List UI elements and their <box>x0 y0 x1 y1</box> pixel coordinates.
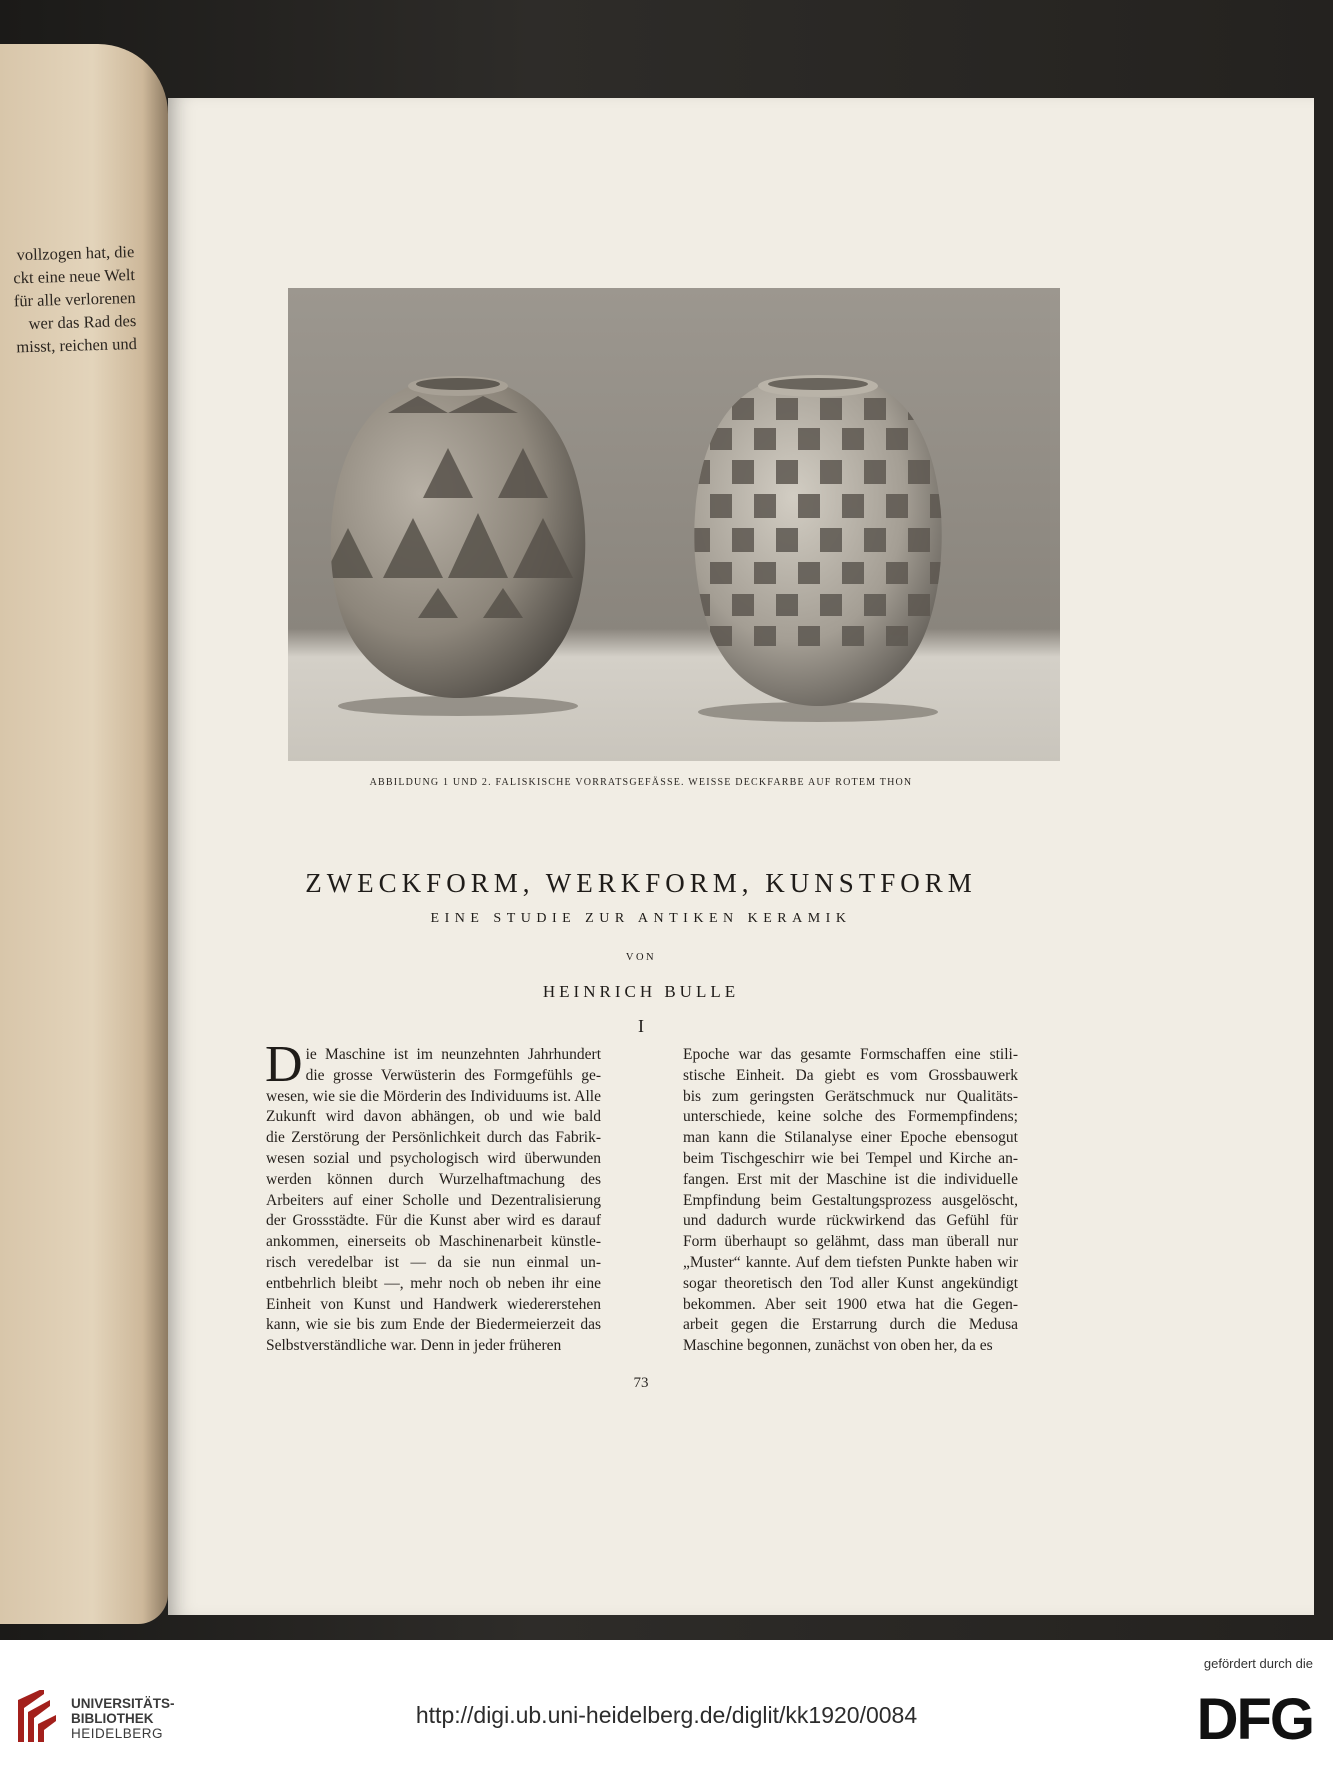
text-column-right <box>683 1045 1018 1357</box>
section-number: I <box>638 1016 644 1036</box>
figure-caption: ABBILDUNG 1 UND 2. FALISKISCHE VORRATSGEFÄSSE. WEISSE DECKFARBE AUF ROTEM THON <box>369 777 913 788</box>
text-line: bekommen. Aber seit 1900 etwa hat die Gegen- <box>683 1295 1018 1313</box>
left-page-line: für alle verlorenen <box>13 287 136 311</box>
text-line: die Zerstörung der Persönlichkeit durch das Fabrik- <box>266 1129 601 1147</box>
permalink-url[interactable]: http://digi.ub.uni-heidelberg.de/diglit/kk1920/0084 <box>415 1702 918 1728</box>
byline-von: VON <box>625 952 657 963</box>
vases-illustration <box>288 288 1060 761</box>
text-line: und dadurch wurde rückwirkend das Gefühl für <box>683 1212 1018 1230</box>
text-line: risch veredelbar ist — da sie nun einmal un- <box>266 1253 601 1271</box>
text-line: beim Tischgeschirr wie bei Tempel und Kirche an- <box>683 1149 1018 1167</box>
vases-photograph <box>288 288 1060 761</box>
text-line: sogar theoretisch den Tod aller Kunst angekündigt <box>683 1274 1018 1292</box>
text-line: bis zum geringsten Gerätschmuck nur Qualitäts- <box>683 1087 1018 1105</box>
text-line: fangen. Erst mit der Maschine ist die individuelle <box>683 1170 1018 1188</box>
text-line: Arbeiters auf einer Scholle und Dezentralisierung <box>266 1191 601 1209</box>
text-line: entbehrlich bleibt —, mehr noch ob neben ihr eine <box>266 1274 601 1292</box>
text-line: Maschine begonnen, zunächst von oben her, da es <box>683 1337 993 1355</box>
text-line: wesen, wie sie die Mörderin des Individuums ist. Alle <box>266 1087 601 1105</box>
text-line: unterschiede, keine solche des Formempfindens; <box>683 1108 1018 1126</box>
footer-bar <box>0 1640 1333 1773</box>
left-page-text <box>0 240 137 361</box>
text-line: Epoche war das gesamte Formschaffen eine stili- <box>683 1046 1018 1063</box>
funded-by-label: gefördert durch die <box>1203 1656 1313 1671</box>
text-line: „Muster“ kannte. Auf dem tiefsten Punkte haben wir <box>683 1253 1018 1271</box>
text-line: wesen sozial und psychologisch wird überwunden <box>266 1149 601 1167</box>
left-page-line: misst, reichen und <box>16 333 138 357</box>
left-page-line: ckt eine neue Welt <box>13 264 136 288</box>
library-name-line: UNIVERSITÄTS- <box>71 1696 175 1711</box>
dfg-logo[interactable]: DFG <box>1196 1687 1313 1752</box>
text-line: ie Maschine ist im neunzehnten Jahrhundert <box>305 1046 601 1063</box>
text-line: stische Einheit. Da giebt es vom Grossbauwerk <box>683 1066 1018 1084</box>
text-line: kann, wie sie bis zum Ende der Biedermeierzeit das <box>266 1316 601 1334</box>
text-line: Zukunft wird davon abhängen, ob und wie bald <box>266 1108 601 1126</box>
text-line: Form überhaupt so gelähmt, dass man überall nur <box>683 1233 1018 1251</box>
text-line: werden können durch Wurzelhaftmachung des <box>266 1170 601 1188</box>
text-line: ankommen, einerseits ob Maschinenarbeit künstle- <box>266 1233 601 1251</box>
article-author: HEINRICH BULLE <box>542 982 740 1001</box>
left-page-line: vollzogen hat, die <box>16 241 135 265</box>
text-line: die grosse Verwüsterin des Formgefühls ge- <box>305 1066 601 1084</box>
library-name-line: HEIDELBERG <box>71 1726 164 1741</box>
text-line: Empfindung beim Gestaltungsprozess ausgelöscht, <box>683 1191 1018 1209</box>
article-subtitle: EINE STUDIE ZUR ANTIKEN KERAMIK <box>430 911 852 926</box>
text-line: Einheit von Kunst und Handwerk wiedererstehen <box>266 1295 601 1313</box>
document-page <box>168 98 1314 1615</box>
article-title: ZWECKFORM, WERKFORM, KUNSTFORM <box>305 868 977 898</box>
library-name-line: BIBLIOTHEK <box>71 1711 154 1726</box>
text-line: der Grossstädte. Für die Kunst aber wird es darauf <box>266 1212 601 1230</box>
page-number: 73 <box>633 1375 649 1391</box>
text-line: man kann die Stilanalyse einer Epoche ebensogut <box>683 1129 1018 1147</box>
left-page-line: wer das Rad des <box>28 310 137 333</box>
drop-cap: D <box>265 1036 303 1093</box>
text-line: Selbstverständliche war. Denn in jeder früheren <box>266 1337 562 1355</box>
text-column-left <box>265 1036 601 1357</box>
text-line: arbeit gegen die Erstarrung durch die Medusa <box>683 1316 1018 1334</box>
